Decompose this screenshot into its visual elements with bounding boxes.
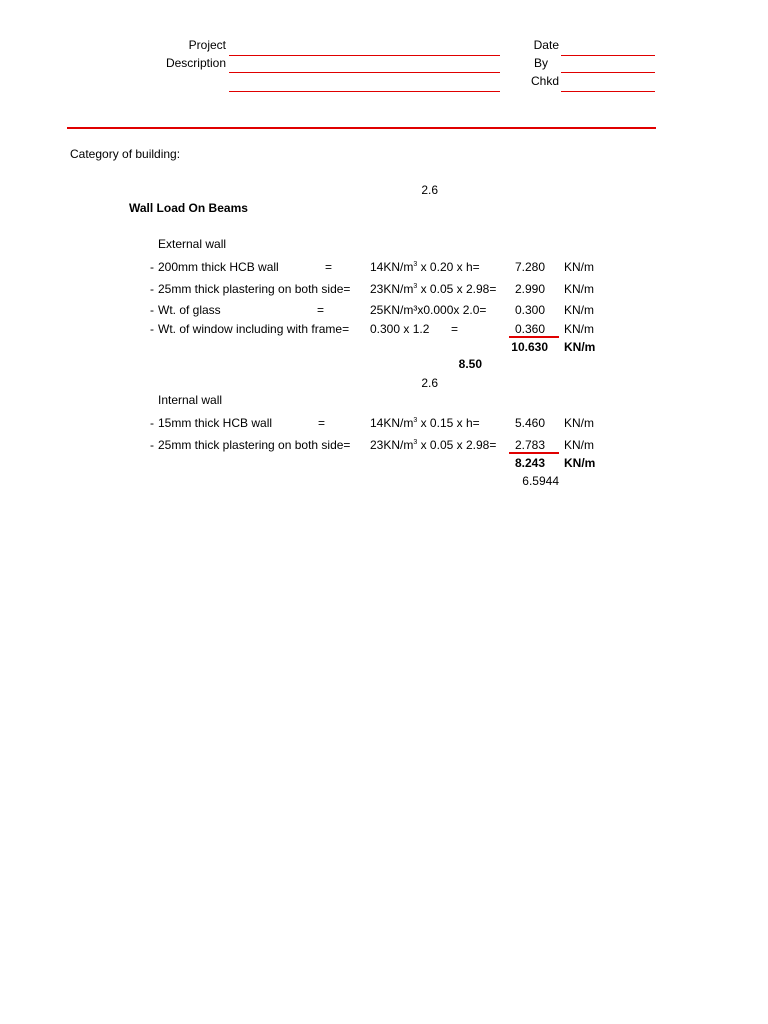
row-dash: - bbox=[150, 282, 154, 296]
height-value: 2.6 bbox=[421, 183, 438, 197]
project-label: Project bbox=[188, 38, 226, 52]
row-formula: $23KN/m^3$ x 0.05 x 2.98= bbox=[370, 438, 497, 452]
external-total-unit: KN/m bbox=[564, 340, 596, 354]
internal-extra-value: 6.5944 bbox=[522, 474, 559, 488]
row-dash: - bbox=[150, 303, 154, 317]
row-dash: - bbox=[150, 322, 154, 336]
by-label: By bbox=[534, 56, 549, 70]
row-dash: - bbox=[150, 260, 154, 274]
external-wall-title: External wall bbox=[158, 237, 227, 251]
row-unit: KN/m bbox=[564, 438, 594, 452]
chkd-label: Chkd bbox=[530, 74, 559, 88]
sum-underline bbox=[509, 336, 559, 338]
row-equals: = bbox=[317, 303, 325, 317]
external-total-value: 10.630 bbox=[511, 340, 548, 354]
row-description: 200mm thick HCB wall bbox=[158, 260, 279, 274]
row-description: Wt. of glass bbox=[158, 303, 221, 317]
row-description: 25mm thick plastering on both side= bbox=[158, 282, 351, 296]
height-value-2: 2.6 bbox=[421, 376, 438, 390]
row-dash: - bbox=[150, 416, 154, 430]
table-row bbox=[0, 416, 768, 430]
chkd-line bbox=[561, 91, 655, 92]
row-description: 15mm thick HCB wall bbox=[158, 416, 273, 430]
description-line-2 bbox=[229, 91, 500, 92]
row-unit: KN/m bbox=[564, 282, 594, 296]
table-row bbox=[0, 260, 768, 274]
row-formula: $14KN/m^3$ x 0.15 x h= bbox=[370, 416, 480, 430]
table-row bbox=[0, 303, 768, 317]
row-value: 0.360 bbox=[514, 322, 545, 336]
row-equals: = bbox=[325, 260, 333, 274]
internal-total-unit: KN/m bbox=[564, 456, 596, 470]
row-formula: 25KN/m³x0.000x 2.0= bbox=[370, 303, 487, 317]
table-row bbox=[0, 438, 768, 452]
row-formula: $14KN/m^3$ x 0.20 x h= bbox=[370, 260, 480, 274]
row-value: 7.280 bbox=[514, 260, 545, 274]
row-unit: KN/m bbox=[564, 322, 594, 336]
row-equals: = bbox=[318, 416, 326, 430]
description-label: Description bbox=[165, 56, 226, 70]
category-label: Category of building: bbox=[70, 147, 181, 161]
external-extra-value: 8.50 bbox=[458, 357, 482, 371]
row-formula: $23KN/m^3$ x 0.05 x 2.98= bbox=[370, 282, 497, 296]
row-dash: - bbox=[150, 438, 154, 452]
internal-total-value: 8.243 bbox=[514, 456, 545, 470]
row-value: 2.783 bbox=[514, 438, 545, 452]
by-line bbox=[561, 72, 655, 73]
row-description: 25mm thick plastering on both side= bbox=[158, 438, 351, 452]
header-divider bbox=[67, 127, 656, 129]
date-line bbox=[561, 55, 655, 56]
description-line bbox=[229, 72, 500, 73]
table-row bbox=[0, 322, 768, 336]
row-value: 0.300 bbox=[514, 303, 545, 317]
table-row bbox=[0, 282, 768, 296]
row-value: 2.990 bbox=[514, 282, 545, 296]
row-unit: KN/m bbox=[564, 303, 594, 317]
row-equals: = bbox=[451, 322, 459, 336]
internal-wall-title: Internal wall bbox=[158, 393, 223, 407]
date-label: Date bbox=[533, 38, 559, 52]
row-unit: KN/m bbox=[564, 416, 594, 430]
sum-underline bbox=[509, 452, 559, 454]
row-value: 5.460 bbox=[514, 416, 545, 430]
row-unit: KN/m bbox=[564, 260, 594, 274]
section-title: Wall Load On Beams bbox=[129, 201, 248, 215]
row-description: Wt. of window including with frame= bbox=[158, 322, 350, 336]
row-formula: 0.300 x 1.2 bbox=[370, 322, 430, 336]
project-line bbox=[229, 55, 500, 56]
